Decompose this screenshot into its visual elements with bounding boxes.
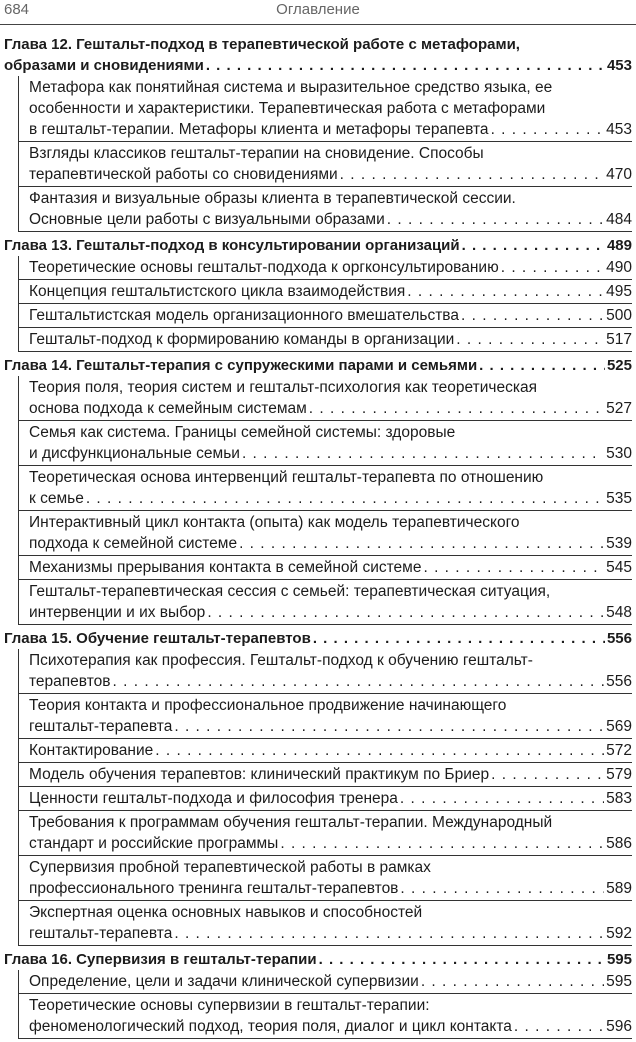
section-entry[interactable]: [19, 142, 632, 187]
section-page-number: 548: [606, 604, 632, 621]
section-entry[interactable]: [19, 580, 632, 625]
section-entry[interactable]: [19, 739, 632, 763]
section-entry[interactable]: [19, 76, 632, 142]
entry-text: стандарт и российские программы . . .: [29, 835, 280, 852]
entry-line: [29, 581, 632, 602]
section-entry[interactable]: [19, 256, 632, 280]
entry-line: [29, 695, 632, 716]
entry-text: Модель обучения терапевтов: клинический практикум по Бриер . . .: [29, 766, 491, 783]
section-list: [18, 649, 632, 946]
entry-text: Гештальт-терапевтическая сессия с семьей: терапевтическая ситуация,: [29, 583, 551, 600]
section-page-number: 595: [606, 973, 632, 990]
section-entry[interactable]: [19, 994, 632, 1039]
chapter: [0, 949, 636, 1039]
entry-line: [29, 533, 632, 554]
section-entry[interactable]: [19, 376, 632, 421]
entry-line: [29, 902, 632, 923]
chapter-title[interactable]: [0, 235, 636, 256]
section-page-number: 569: [606, 718, 632, 735]
chapter-page-number: 595: [606, 951, 632, 968]
entry-text: Теоретические основы гештальт-подхода к оргконсультированию . . .: [29, 259, 501, 276]
entry-line: [29, 377, 632, 398]
section-entry[interactable]: [19, 901, 632, 946]
entry-text: Супервизия пробной терапевтической работы в рамках: [29, 859, 431, 876]
entry-text: Глава 13. Гештальт-подход в консультировании организаций . . .: [4, 237, 462, 254]
section-page-number: 545: [606, 559, 632, 576]
section-entry[interactable]: [19, 694, 632, 739]
entry-line: [4, 628, 632, 649]
table-of-contents: [0, 34, 636, 1042]
entry-line: [29, 740, 632, 761]
entry-text: терапевтической работы со сновидениями . . .: [29, 166, 340, 183]
entry-text: феноменологический подход, теория поля, диалог и цикл контакта . . .: [29, 1018, 514, 1035]
section-entry[interactable]: [19, 649, 632, 694]
section-page-number: 535: [606, 490, 632, 507]
entry-line: [29, 281, 632, 302]
entry-line: [29, 305, 632, 326]
section-page-number: 539: [606, 535, 632, 552]
section-list: [18, 376, 632, 625]
entry-text: образами и сновидениями . . .: [4, 57, 206, 74]
entry-line: [29, 77, 632, 98]
section-list: [18, 76, 632, 232]
section-entry[interactable]: [19, 787, 632, 811]
section-page-number: 572: [606, 742, 632, 759]
chapter-title[interactable]: [0, 355, 636, 376]
running-title: Оглавление: [276, 1, 360, 18]
entry-line: [29, 671, 632, 692]
chapter-title[interactable]: [0, 949, 636, 970]
entry-line: [29, 923, 632, 944]
chapter: [0, 628, 636, 946]
entry-text: гештальт-терапевта . . .: [29, 925, 174, 942]
section-page-number: 530: [606, 445, 632, 462]
entry-text: Глава 14. Гештальт-терапия с супружескими парами и семьями . . .: [4, 357, 479, 374]
entry-text: Семья как система. Границы семейной системы: здоровые: [29, 424, 456, 441]
running-header: [0, 0, 636, 25]
entry-text: и дисфункциональные семьи . . .: [29, 445, 242, 462]
section-entry[interactable]: [19, 280, 632, 304]
section-entry[interactable]: [19, 811, 632, 856]
entry-text: Экспертная оценка основных навыков и способностей: [29, 904, 423, 921]
entry-line: [29, 467, 632, 488]
section-page-number: 556: [606, 673, 632, 690]
entry-line: [29, 143, 632, 164]
entry-text: основа подхода к семейным системам . . .: [29, 400, 309, 417]
entry-line: [29, 557, 632, 578]
entry-line: [29, 995, 632, 1016]
entry-line: [29, 971, 632, 992]
entry-line: [29, 119, 632, 140]
section-entry[interactable]: [19, 970, 632, 994]
chapter-page-number: 556: [606, 630, 632, 647]
entry-text: Взгляды классиков гештальт-терапии на сновидение. Способы: [29, 145, 484, 162]
entry-text: Механизмы прерывания контакта в семейной системе . . .: [29, 559, 423, 576]
chapter-title[interactable]: [0, 34, 636, 76]
section-page-number: 500: [606, 307, 632, 324]
entry-line: [29, 257, 632, 278]
entry-text: Ценности гештальт-подхода и философия тренера . . .: [29, 790, 400, 807]
entry-line: [29, 443, 632, 464]
entry-line: [29, 857, 632, 878]
entry-line: [29, 716, 632, 737]
entry-line: [4, 355, 632, 376]
section-page-number: 490: [606, 259, 632, 276]
entry-line: [29, 833, 632, 854]
section-page-number: 596: [606, 1018, 632, 1035]
section-page-number: 589: [606, 880, 632, 897]
entry-text: Концепция гештальтистского цикла взаимодействия . . .: [29, 283, 407, 300]
section-entry[interactable]: [19, 466, 632, 511]
section-page-number: 592: [606, 925, 632, 942]
section-entry[interactable]: [19, 187, 632, 232]
chapter-title[interactable]: [0, 628, 636, 649]
section-page-number: 527: [606, 400, 632, 417]
section-page-number: 583: [606, 790, 632, 807]
entry-text: Фантазия и визуальные образы клиента в терапевтической сессии.: [29, 190, 516, 207]
entry-line: [29, 422, 632, 443]
entry-text: профессионального тренинга гештальт-терапевтов . . .: [29, 880, 400, 897]
chapter: [0, 235, 636, 352]
entry-line: [29, 602, 632, 623]
section-page-number: 453: [606, 121, 632, 138]
entry-line: [29, 512, 632, 533]
chapter-page-number: 489: [606, 237, 632, 254]
entry-text: подхода к семейной системе . . .: [29, 535, 239, 552]
page-number: 684: [4, 1, 30, 18]
entry-line: [4, 235, 632, 256]
entry-text: Контактирование . . .: [29, 742, 155, 759]
entry-text: Глава 12. Гештальт-подход в терапевтической работе с метафорами,: [4, 36, 520, 53]
section-page-number: 470: [606, 166, 632, 183]
section-page-number: 484: [606, 211, 632, 228]
entry-text: Гештальт-подход к формированию команды в организации . . .: [29, 331, 456, 348]
section-entry[interactable]: [19, 328, 632, 352]
chapter-page-number: 453: [606, 57, 632, 74]
section-entry[interactable]: [19, 304, 632, 328]
entry-text: особенности и характеристики. Терапевтическая работа с метафорами: [29, 100, 546, 117]
section-page-number: 579: [606, 766, 632, 783]
entry-text: терапевтов . . .: [29, 673, 112, 690]
section-entry[interactable]: [19, 763, 632, 787]
entry-text: к семье . . .: [29, 490, 86, 507]
section-page-number: 586: [606, 835, 632, 852]
chapter: [0, 355, 636, 625]
entry-line: [29, 764, 632, 785]
entry-line: [29, 878, 632, 899]
chapter-page-number: 525: [606, 357, 632, 374]
entry-line: [29, 398, 632, 419]
entry-line: [29, 209, 632, 230]
entry-line: [29, 812, 632, 833]
entry-text: Определение, цели и задачи клинической супервизии . . .: [29, 973, 421, 990]
section-entry[interactable]: [19, 556, 632, 580]
entry-line: [29, 188, 632, 209]
entry-line: [29, 329, 632, 350]
chapter: [0, 34, 636, 232]
section-entry[interactable]: [19, 421, 632, 466]
entry-line: [4, 55, 632, 76]
entry-text: в гештальт-терапии. Метафоры клиента и метафоры терапевта . . .: [29, 121, 491, 138]
section-list: [18, 970, 632, 1039]
entry-line: [4, 34, 632, 55]
entry-text: гештальт-терапевта . . .: [29, 718, 174, 735]
section-page-number: 495: [606, 283, 632, 300]
entry-text: Требования к программам обучения гештальт-терапии. Международный: [29, 814, 553, 831]
entry-text: Глава 16. Супервизия в гештальт-терапии . . .: [4, 951, 319, 968]
entry-text: Психотерапия как профессия. Гештальт-подход к обучению гештальт-: [29, 652, 533, 669]
entry-line: [4, 949, 632, 970]
entry-text: Теоретические основы супервизии в гештальт-терапии:: [29, 997, 430, 1014]
entry-text: Основные цели работы с визуальными образами . . .: [29, 211, 387, 228]
entry-line: [29, 488, 632, 509]
entry-line: [29, 788, 632, 809]
entry-text: Гештальтистская модель организационного вмешательства . . .: [29, 307, 461, 324]
entry-text: Теоретическая основа интервенций гештальт-терапевта по отношению: [29, 469, 544, 486]
entry-text: Глава 15. Обучение гештальт-терапевтов . . .: [4, 630, 313, 647]
entry-line: [29, 98, 632, 119]
section-entry[interactable]: [19, 856, 632, 901]
entry-line: [29, 164, 632, 185]
section-entry[interactable]: [19, 511, 632, 556]
entry-line: [29, 650, 632, 671]
entry-text: Метафора как понятийная система и выразительное средство языка, ее: [29, 79, 553, 96]
entry-line: [29, 1016, 632, 1037]
entry-text: Теория контакта и профессиональное продвижение начинающего: [29, 697, 507, 714]
entry-text: интервенции и их выбор . . .: [29, 604, 207, 621]
entry-text: Теория поля, теория систем и гештальт-психология как теоретическая: [29, 379, 537, 396]
entry-text: Интерактивный цикл контакта (опыта) как модель терапевтического: [29, 514, 520, 531]
section-list: [18, 256, 632, 352]
section-page-number: 517: [606, 331, 632, 348]
